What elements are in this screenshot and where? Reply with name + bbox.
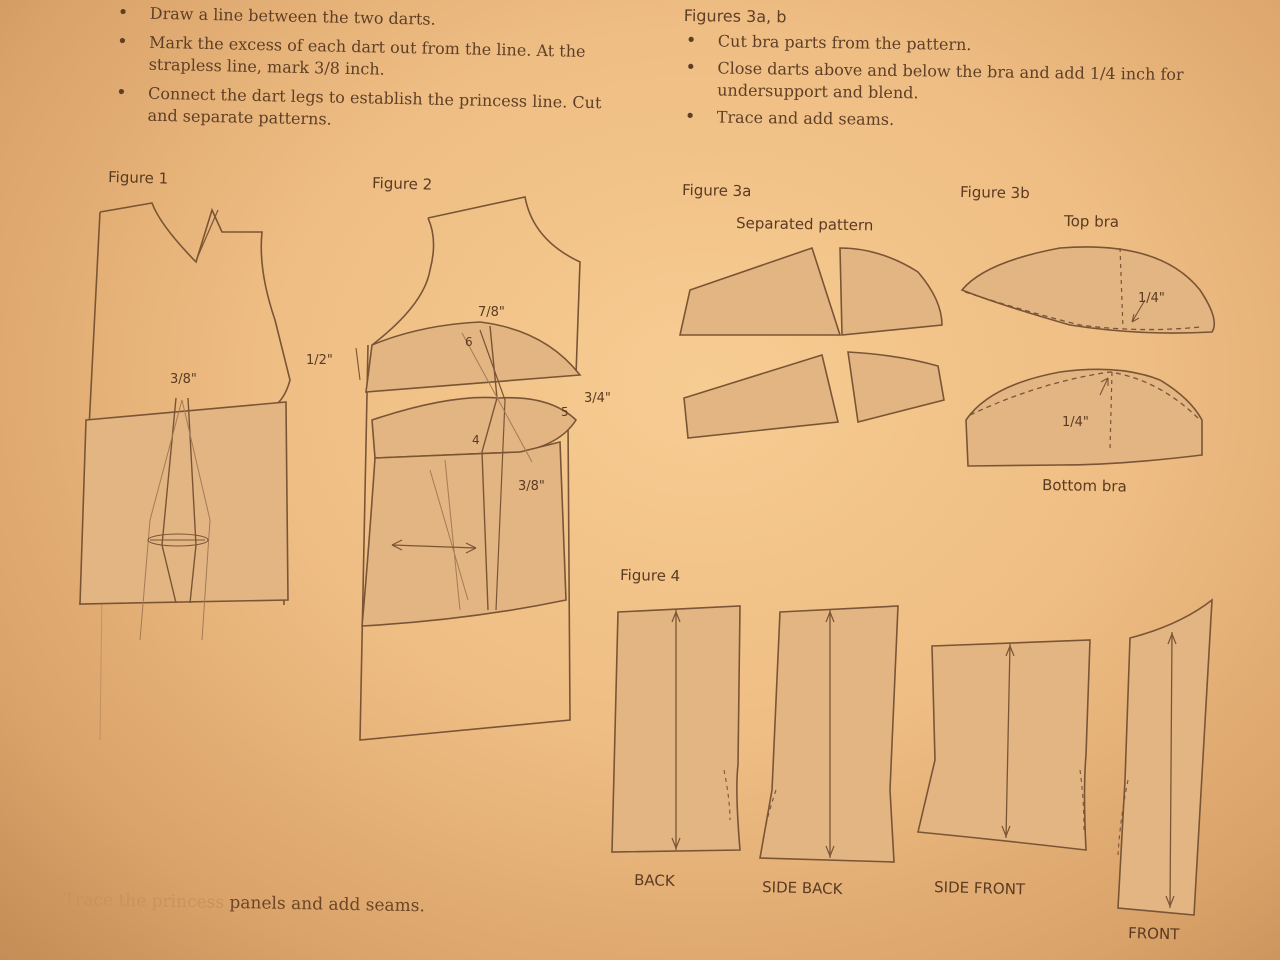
figure-1-dart-label: 3/8" xyxy=(170,372,197,387)
figure-2-number-6: 6 xyxy=(465,335,473,349)
figure-4-side-back-label: SIDE BACK xyxy=(761,878,843,899)
footnote-faint-prefix: Trace the xyxy=(63,890,147,912)
right-bullet-2: • Close darts above and below the bra and add 1/4 inch for undersupport and blend. xyxy=(681,57,1212,108)
left-bullet-3: • Connect the dart legs to establish the princess line. Cut and separate patterns. xyxy=(111,82,632,137)
figure-3b-bottom-measure: 1/4" xyxy=(1062,415,1089,430)
figure-1-drawing xyxy=(80,203,290,740)
figure-4-title: Figure 4 xyxy=(619,566,681,586)
figure-2-number-5: 5 xyxy=(561,405,569,419)
figure-4-front-label: FRONT xyxy=(1127,924,1180,944)
figure-1-title: Figure 1 xyxy=(107,168,169,188)
right-bullet-3: • Trace and add seams. xyxy=(681,106,1211,135)
figure-3b-bottom-bra-label: Bottom bra xyxy=(1041,476,1127,496)
figure-3a-subtitle: Separated pattern xyxy=(735,214,874,235)
footnote-faint-word: princess xyxy=(151,891,225,913)
figure-2-half-inch-label: 1/2" xyxy=(306,353,333,368)
figure-2-three-eighths-label: 3/8" xyxy=(518,479,545,494)
figure-4-drawing xyxy=(612,600,1212,915)
figure-3b-top-measure: 1/4" xyxy=(1138,291,1165,306)
figure-4-side-front-label: SIDE FRONT xyxy=(933,878,1026,899)
figure-3a-drawing xyxy=(680,248,944,438)
left-bullet-2: • Mark the excess of each dart out from the line. At the strapless line, mark 3/8 inch. xyxy=(112,31,633,86)
figure-3b-drawing xyxy=(962,247,1214,466)
footnote-text: panels and add seams. xyxy=(229,892,426,917)
figures-3ab-heading: Figures 3a, b xyxy=(683,6,787,27)
figure-2-seven-eighths-label: 7/8" xyxy=(478,305,505,320)
figure-2-number-4: 4 xyxy=(472,433,480,447)
figure-3b-title: Figure 3b xyxy=(959,183,1030,203)
figure-2-drawing xyxy=(356,197,580,740)
figure-3b-top-bra-label: Top bra xyxy=(1063,212,1120,231)
right-bullet-1: • Cut bra parts from the pattern. xyxy=(682,30,1212,59)
figure-2-three-quarters-label: 3/4" xyxy=(584,391,611,406)
figure-3a-title: Figure 3a xyxy=(681,181,752,201)
figure-4-back-label: BACK xyxy=(633,871,675,891)
figure-2-title: Figure 2 xyxy=(371,174,433,194)
left-bullet-1: • Draw a line between the two darts. xyxy=(114,2,634,35)
